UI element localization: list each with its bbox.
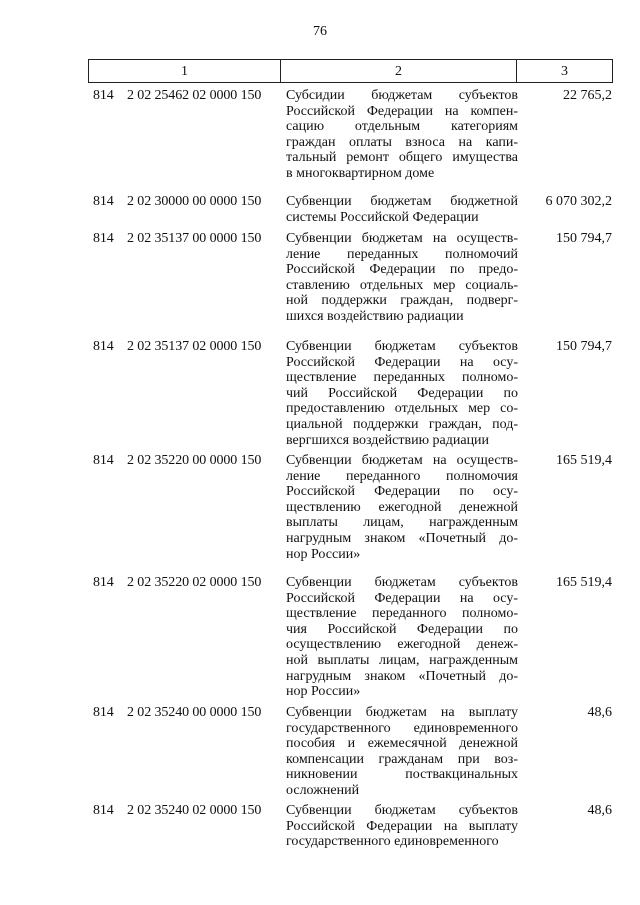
description-line: выплаты лицам, награжденным [286,515,518,531]
description-line: нагрудным знаком «Почетный до- [286,530,518,546]
description-line: чий Российской Федерации по [286,385,518,401]
row-code [93,453,261,469]
row-code [93,88,261,104]
row-amount: 150 794,7 [556,339,612,354]
row-description [286,88,518,182]
description-line: ществление переданных полномо- [286,370,518,386]
column-header-table [88,59,613,83]
row-code [93,339,261,355]
column-header-1: 1 [89,60,281,83]
description-line: ставлению отдельных мер социаль- [286,277,518,293]
row-amount: 22 765,2 [563,88,612,103]
description-line: ществлению ежегодной денежной [286,499,518,515]
row-description [286,231,518,325]
row-amount: 48,6 [587,705,612,720]
admin-code: 814 [93,705,114,720]
row-amount: 165 519,4 [556,453,612,468]
description-line: пособия и ежемесячной денежной [286,736,518,752]
description-line: осуществлению ежегодной денеж- [286,637,518,653]
description-line: Субвенции бюджетам субъектов [286,803,518,818]
classification-code: 2 02 35220 00 0000 150 [127,453,262,468]
description-line: системы Российской Федерации [286,209,479,225]
description-line: Российской Федерации на компен- [286,103,518,119]
row-description [286,705,518,799]
column-header-2: 2 [281,60,517,83]
row-amount: 150 794,7 [556,231,612,246]
row-description [286,339,518,448]
description-line: государственного единовременного [286,834,499,850]
description-line: чия Российской Федерации по [286,621,518,637]
row-code [93,231,261,247]
description-line: ной поддержки граждан, подверг- [286,293,518,309]
classification-code: 2 02 35220 02 0000 150 [127,575,262,590]
row-amount: 48,6 [587,803,612,818]
classification-code: 2 02 30000 00 0000 150 [127,194,262,209]
description-line: предоставлению отдельных мер со- [286,401,518,417]
admin-code: 814 [93,453,114,468]
description-line: Российской Федерации на осу- [286,590,518,606]
description-line: тальный ремонт общего имущества [286,150,518,166]
description-line: нор России» [286,546,361,562]
classification-code: 2 02 35137 00 0000 150 [127,231,262,246]
column-header-3: 3 [517,60,613,83]
column-header-row [89,60,613,83]
description-line: Субвенции бюджетам субъектов [286,575,518,590]
row-amount: 165 519,4 [556,575,612,590]
admin-code: 814 [93,803,114,818]
description-line: Российской Федерации на осу- [286,354,518,370]
description-line: циальной поддержки граждан, под- [286,416,518,432]
description-line: Российской Федерации по осу- [286,484,518,500]
description-line: Российской Федерации по предо- [286,262,518,278]
admin-code: 814 [93,339,114,354]
description-line: Субвенции бюджетам бюджетной [286,194,518,209]
admin-code: 814 [93,194,114,209]
admin-code: 814 [93,88,114,103]
description-line: Субсидии бюджетам субъектов [286,88,518,103]
row-description [286,453,518,562]
description-line: ление переданных полномочий [286,246,518,262]
description-line: шихся воздействию радиации [286,308,464,324]
classification-code: 2 02 35240 02 0000 150 [127,803,262,818]
classification-code: 2 02 35240 00 0000 150 [127,705,262,720]
description-line: ление переданного полномочия [286,468,518,484]
description-line: осложнений [286,782,360,798]
description-line: нагрудным знаком «Почетный до- [286,668,518,684]
description-line: вергшихся воздействию радиации [286,432,490,448]
row-code [93,575,261,591]
row-description [286,575,518,700]
description-line: Субвенции бюджетам на осуществ- [286,453,518,468]
row-code [93,803,261,819]
description-line: нор России» [286,684,361,700]
description-line: сацию отдельным категориям [286,119,518,135]
classification-code: 2 02 35137 02 0000 150 [127,339,262,354]
row-amount: 6 070 302,2 [545,194,612,209]
description-line: компенсации гражданам при воз- [286,751,518,767]
description-line: ществление переданного полномо- [286,606,518,622]
row-code [93,194,261,210]
description-line: Субвенции бюджетам на осуществ- [286,231,518,246]
row-description [286,194,518,225]
description-line: никновении поствакцинальных [286,767,518,783]
admin-code: 814 [93,575,114,590]
row-code [93,705,261,721]
description-line: ной выплаты лицам, награжденным [286,652,518,668]
classification-code: 2 02 25462 02 0000 150 [127,88,262,103]
description-line: граждан оплаты взноса на капи- [286,134,518,150]
description-line: Субвенции бюджетам субъектов [286,339,518,354]
admin-code: 814 [93,231,114,246]
page-number: 76 [313,24,327,39]
description-line: в многоквартирном доме [286,165,435,181]
description-line: Субвенции бюджетам на выплату [286,705,518,720]
description-line: Российской Федерации на выплату [286,818,518,834]
description-line: государственного единовременного [286,720,518,736]
row-description [286,803,518,850]
